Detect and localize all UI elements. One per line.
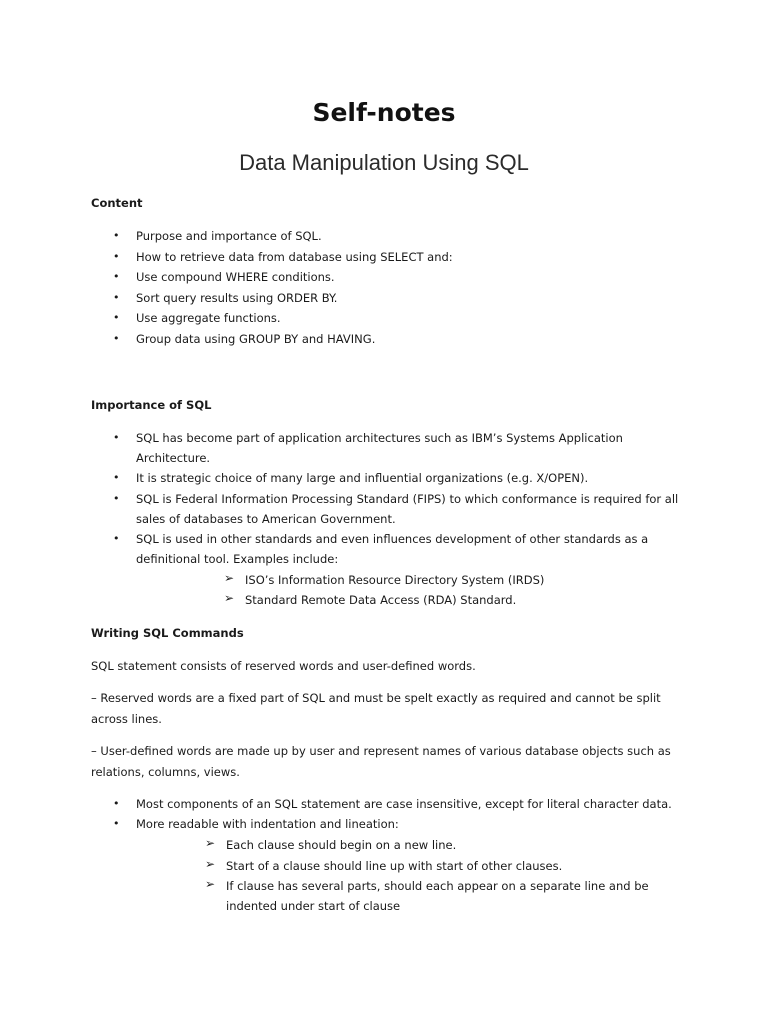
list-item-continued: Architecture. — [136, 451, 211, 465]
bullet-icon: • — [113, 492, 120, 505]
paragraph-continued: across lines. — [91, 712, 162, 726]
sub-list-item-continued: indented under start of clause — [226, 899, 401, 913]
list-item: More readable with indentation and lineation: — [136, 817, 399, 831]
list-item: Sort query results using ORDER BY. — [136, 291, 338, 305]
content-heading: Content — [91, 196, 143, 210]
bullet-icon: • — [113, 311, 120, 324]
list-item: SQL is used in other standards and even influences development of other standards as a — [136, 532, 649, 546]
bullet-icon: • — [113, 332, 120, 345]
list-item: How to retrieve data from database using SELECT and: — [136, 250, 453, 264]
list-item: SQL has become part of application architectures such as IBM’s Systems Application — [136, 431, 623, 445]
bullet-icon: • — [113, 229, 120, 242]
list-item: Use compound WHERE conditions. — [136, 270, 335, 284]
bullet-icon: • — [113, 270, 120, 283]
list-item: Purpose and importance of SQL. — [136, 229, 322, 243]
arrow-bullet-icon: ➢ — [205, 857, 216, 871]
bullet-icon: • — [113, 532, 120, 545]
sub-list-item: Start of a clause should line up with start of other clauses. — [226, 859, 563, 873]
bullet-icon: • — [113, 291, 120, 304]
list-item-continued: sales of databases to American Government. — [136, 512, 396, 526]
arrow-bullet-icon: ➢ — [224, 571, 235, 585]
importance-heading: Importance of SQL — [91, 398, 212, 412]
list-item: It is strategic choice of many large and influential organizations (e.g. X/OPEN). — [136, 471, 589, 485]
sub-list-item: Standard Remote Data Access (RDA) Standard. — [245, 593, 517, 607]
paragraph: – User-defined words are made up by user and represent names of various database objects such as — [91, 744, 671, 758]
bullet-icon: • — [113, 817, 120, 830]
list-item: Use aggregate functions. — [136, 311, 281, 325]
list-item: Most components of an SQL statement are case insensitive, except for literal character data. — [136, 797, 672, 811]
paragraph: SQL statement consists of reserved words and user-defined words. — [91, 659, 476, 673]
writing-heading: Writing SQL Commands — [91, 626, 244, 640]
arrow-bullet-icon: ➢ — [224, 591, 235, 605]
list-item-continued: definitional tool. Examples include: — [136, 552, 339, 566]
page-subtitle: Data Manipulation Using SQL — [239, 150, 529, 175]
arrow-bullet-icon: ➢ — [205, 836, 216, 850]
page-title: Self-notes — [312, 98, 456, 127]
bullet-icon: • — [113, 797, 120, 810]
arrow-bullet-icon: ➢ — [205, 877, 216, 891]
sub-list-item: If clause has several parts, should each appear on a separate line and be — [226, 879, 649, 893]
list-item: SQL is Federal Information Processing Standard (FIPS) to which conformance is required for all — [136, 492, 679, 506]
bullet-icon: • — [113, 431, 120, 444]
sub-list-item: ISO’s Information Resource Directory System (IRDS) — [245, 573, 545, 587]
paragraph-continued: relations, columns, views. — [91, 765, 240, 779]
paragraph: – Reserved words are a fixed part of SQL and must be spelt exactly as required and cannot be split — [91, 691, 661, 705]
bullet-icon: • — [113, 471, 120, 484]
sub-list-item: Each clause should begin on a new line. — [226, 838, 457, 852]
bullet-icon: • — [113, 250, 120, 263]
list-item: Group data using GROUP BY and HAVING. — [136, 332, 376, 346]
